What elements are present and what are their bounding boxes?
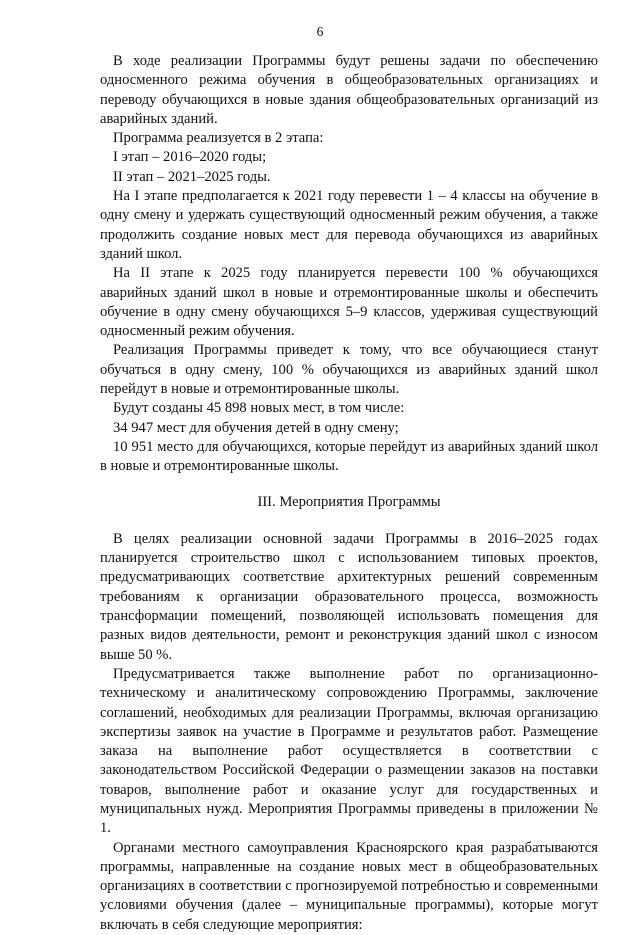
stage-1-line: I этап – 2016–2020 годы; [113, 149, 267, 166]
paragraph-tasks: В ходе реализации Программы будут решены задачи по обеспечению односменного режима обучения в общеобразовательных организациях и переводу обучающихся в новые здания общеобразовательных организаций из аварийных зданий. [100, 53, 598, 127]
document-body [100, 52, 598, 935]
paragraph-stage-2: На II этапе к 2025 году планируется перевести 100 % обучающихся аварийных зданий школ в новые и отремонтированные школы и обеспечить обучение в одну смену обучающихся 5–9 классов, удерживая существующий односменный режим обучения. [100, 265, 598, 340]
paragraph-stage-1: На I этапе предполагается к 2021 году перевести 1 – 4 классы на обучение в одну смену и удержать существующий односменный режим обучения, а также продолжить создание новых мест для перевода обучающихся из аварийных зданий школ. [100, 188, 598, 262]
paragraph-construction: В целях реализации основной задачи Программы в 2016–2025 годах планируется строительство школ с использованием типовых проектов, предусматривающих соответствие архитектурных решений современным требованиям к организации образовательного процесса, возможность трансформации помещений, позволяющей использовать помещения для разных видов деятельности, ремонт и реконструкция зданий школ с износом выше 50 %. [100, 530, 598, 663]
paragraph-result: Реализация Программы приведет к тому, что все обучающиеся станут обучаться в одну смену, 100 % обучающихся из аварийных зданий школ перейдут в новые и отремонтированные школы. [100, 342, 598, 398]
paragraph-relocation-places: 10 951 место для обучающихся, которые перейдут из аварийных зданий школ в новые и отремонтированные школы. [100, 438, 598, 475]
paragraph-support-works: Предусматривается также выполнение работ по организационно-техническому и аналитическому сопровождению Программы, заключение соглашений, необходимых для реализации Программы, включая организацию экспертизы заявок на участие в Программе и результатов работ. Размещение заказа на выполнение работ осуществляется в соответствии с законодательством Российской Федерации о размещении заказов на поставки товаров, выполнение работ и оказание услуг для государственных и муниципальных нужд. Мероприятия Программы приведены в приложении № 1. [100, 665, 598, 837]
section-heading: III. Мероприятия Программы [257, 493, 441, 510]
stage-2-line: II этап – 2021–2025 годы. [113, 168, 271, 185]
paragraph-one-shift-places: 34 947 мест для обучения детей в одну смену; [113, 419, 399, 436]
paragraph-new-places: Будут созданы 45 898 новых мест, в том числе: [113, 400, 405, 417]
paragraph-municipal-programs: Органами местного самоуправления Красноярского края разрабатываются программы, направленные на создание новых мест в общеобразовательных организациях в соответствии с прогнозируемой потребностью и современными условиями обучения (далее – муниципальные программы), которые могут включать в себя следующие мероприятия: [100, 839, 598, 933]
paragraph-stages-intro: Программа реализуется в 2 этапа: [113, 130, 324, 147]
page-number: 6 [316, 24, 324, 39]
